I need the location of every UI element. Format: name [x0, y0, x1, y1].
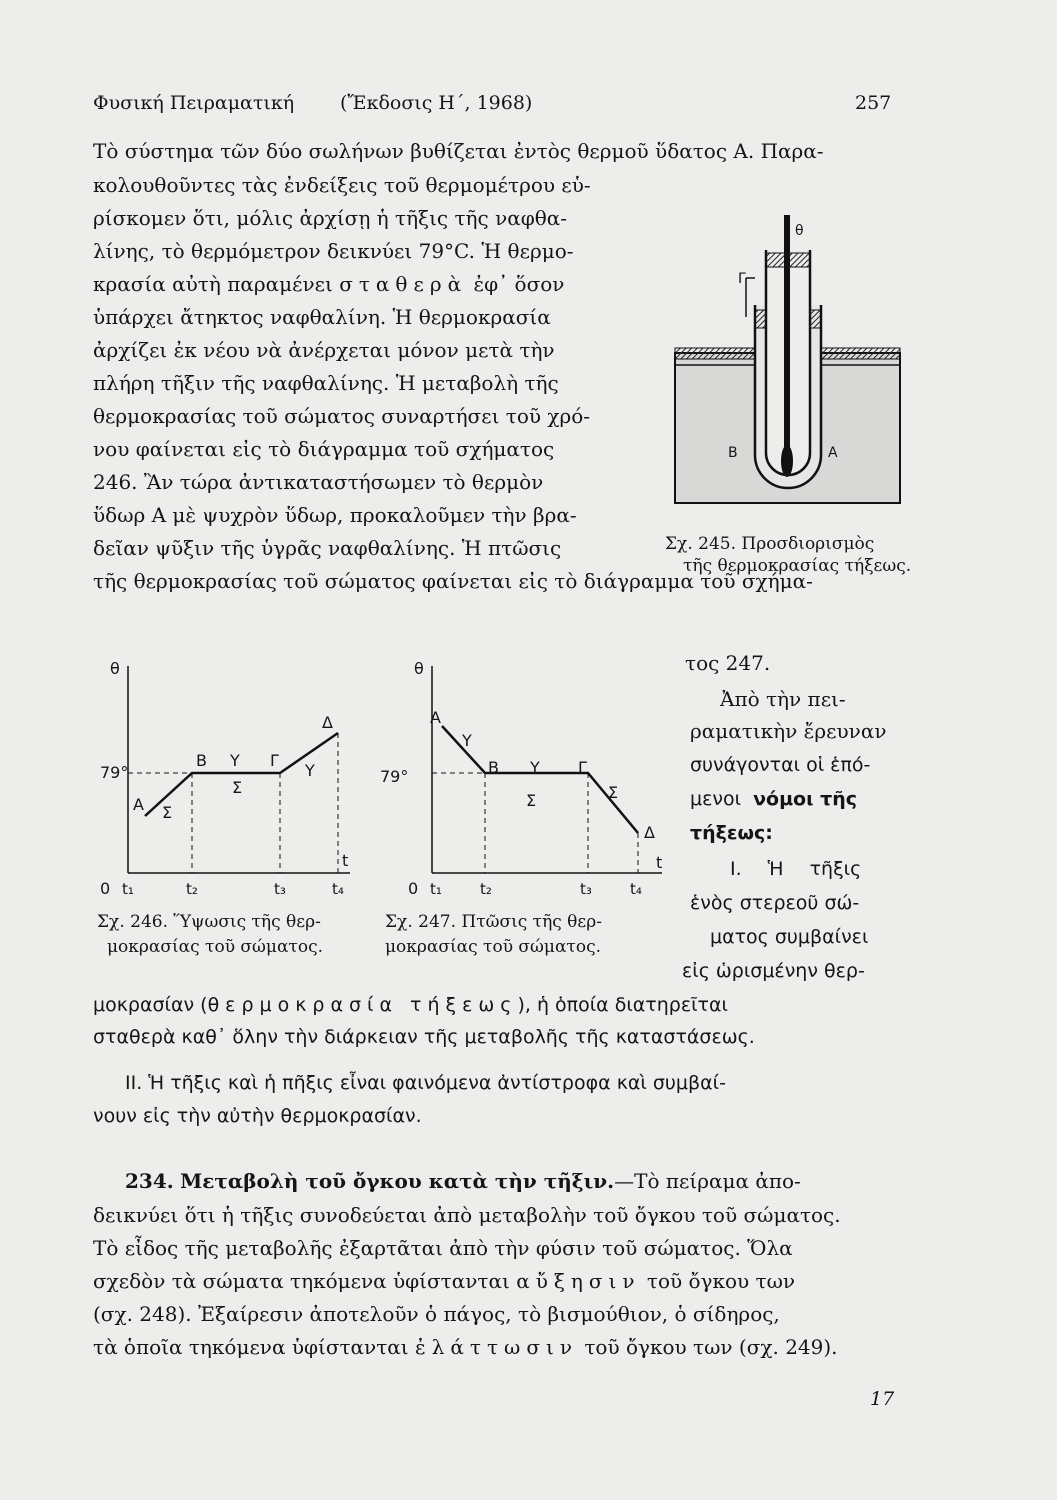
tick-t4: t₄	[332, 880, 344, 898]
text-span: —Τὸ πείραμα ἀπο-	[614, 1169, 801, 1193]
text-line: συνάγονται οἱ ἑπό-	[690, 754, 871, 776]
text-line	[93, 271, 564, 297]
tick-t3: t₃	[274, 880, 286, 898]
bold-term: τήξεως:	[690, 822, 773, 844]
text-span: μενοι	[690, 788, 742, 810]
text-line: κολουθοῦντες τὰς ἐνδείξεις τοῦ θερμομέτρου εὑ-	[93, 173, 591, 197]
label-a: Α	[828, 445, 838, 461]
figure-247-caption-1: Σχ. 247. Πτῶσις τῆς θερ-	[385, 912, 602, 932]
page-number: 257	[855, 92, 892, 114]
text-line: τος 247.	[685, 651, 771, 675]
label-a: Α	[430, 708, 441, 727]
text-line: I. Ἡ τῆξις	[730, 858, 862, 880]
emphasis-spaced: θερμοκρασία τήξεως	[207, 994, 518, 1016]
section-number: 234.	[125, 1169, 174, 1193]
axis-label-t: t	[342, 851, 349, 870]
text-line: ἀρχίζει ἐκ νέου νὰ ἀνέρχεται μόνον μετὰ τὴν	[93, 338, 555, 362]
text-line: ὑπάρχει ἄτηκτος ναφθαλίνη. Ἡ θερμοκρασία	[93, 305, 551, 329]
text-line: νουν εἰς τὴν αὐτὴν θερμοκρασίαν.	[93, 1105, 422, 1127]
figure-245-apparatus	[670, 205, 910, 525]
tick-t4: t₄	[630, 880, 642, 898]
text-line	[93, 992, 728, 1018]
label-b: Β	[728, 445, 738, 461]
axis-label-theta: θ	[110, 659, 120, 678]
figure-246-caption-1: Σχ. 246. Ὕψωσις τῆς θερ-	[97, 912, 321, 932]
text-line: λίνης, τὸ θερμόμετρον δεικνύει 79°C. Ἡ θερμο-	[93, 239, 574, 263]
text-line: ραματικὴν ἔρευναν	[690, 719, 887, 743]
label-gamma: Γ	[738, 271, 746, 287]
figure-245-caption-2: τῆς θερμοκρασίας τήξεως.	[683, 556, 912, 576]
label-s2: Σ	[232, 778, 243, 797]
label-y2: Υ	[305, 761, 315, 780]
text-span: τὰ ὁποῖα τηκόμενα ὑφίστανται	[93, 1335, 409, 1359]
text-line: εἰς ὡρισμένην θερ-	[682, 960, 865, 982]
text-line	[690, 786, 857, 812]
figure-246-caption-2: μοκρασίας τοῦ σώματος.	[107, 937, 323, 957]
text-line: δεῖαν ψῦξιν τῆς ὑγρᾶς ναφθαλίνης. Ἡ πτῶσις	[93, 536, 562, 560]
text-span: μοκρασίαν (	[93, 994, 208, 1016]
text-line: Ἀπὸ τὴν πει-	[720, 687, 846, 711]
label-b: Β	[196, 751, 207, 770]
bold-term: νόμοι τῆς	[753, 788, 858, 810]
label-g: Γ	[270, 751, 279, 770]
text-span: ἐφ᾽ ὅσον	[473, 272, 565, 296]
text-line: σταθερὰ καθ᾽ ὅλην τὴν διάρκειαν τῆς μεταβολῆς τῆς καταστάσεως.	[93, 1026, 755, 1048]
text-line: δεικνύει ὅτι ἡ τῆξις συνοδεύεται ἀπὸ μεταβολὴν τοῦ ὄγκου τοῦ σώματος.	[93, 1203, 841, 1227]
emphasis-spaced: σταθερὰ	[339, 272, 468, 296]
emphasis-spaced: ἐλάττωσιν	[414, 1335, 578, 1359]
section-heading: Μεταβολὴ τοῦ ὄγκου κατὰ τὴν τῆξιν.	[180, 1169, 615, 1193]
tick-t2: t₂	[480, 880, 492, 898]
tick-t3: t₃	[580, 880, 592, 898]
text-line: τῆς θερμοκρασίας τοῦ σώματος φαίνεται εἰς τὸ διάγραμμα τοῦ σχήμα-	[93, 569, 813, 593]
label-s2: Σ	[608, 783, 619, 802]
signature-mark: 17	[870, 1388, 895, 1410]
text-line: Τὸ εἶδος τῆς μεταβολῆς ἐξαρτᾶται ἀπὸ τὴν φύσιν τοῦ σώματος. Ὅλα	[93, 1236, 793, 1260]
tick-79: 79°	[380, 767, 409, 786]
label-theta: θ	[795, 223, 804, 239]
tick-zero: 0	[408, 879, 419, 898]
tick-t2: t₂	[186, 880, 198, 898]
figure-245-caption-1: Σχ. 245. Προσδιορισμὸς	[665, 534, 875, 554]
label-d: Δ	[322, 713, 333, 732]
tick-zero: 0	[100, 879, 111, 898]
label-g: Γ	[578, 758, 587, 777]
tick-t1: t₁	[430, 880, 442, 898]
text-span: ), ἡ ὁποία διατηρεῖται	[517, 994, 728, 1016]
text-line: Τὸ σύστημα τῶν δύο σωλήνων βυθίζεται ἐντὸς θερμοῦ ὕδατος Α. Παρα-	[93, 139, 824, 163]
text-line	[125, 1168, 801, 1194]
label-s1: Σ	[162, 803, 173, 822]
text-span: σχεδὸν τὰ σώματα τηκόμενα ὑφίστανται	[93, 1269, 510, 1293]
text-line	[93, 1268, 795, 1294]
text-line: 246. Ἂν τώρα ἀντικαταστήσωμεν τὸ θερμὸν	[93, 470, 544, 494]
label-y1: Υ	[230, 751, 240, 770]
thermometer	[784, 215, 790, 455]
text-line: (σχ. 248). Ἐξαίρεσιν ἀποτελοῦν ὁ πάγος, τὸ βισμούθιον, ὁ σίδηρος,	[93, 1302, 780, 1326]
text-line	[93, 1334, 838, 1360]
text-span: τοῦ ὄγκου των (σχ. 249).	[584, 1335, 838, 1359]
text-span: κρασία αὐτὴ παραμένει	[93, 272, 333, 296]
label-b: Β	[488, 758, 499, 777]
label-d: Δ	[644, 823, 655, 842]
running-header-title: Φυσική Πειραματική	[93, 92, 295, 114]
figure-246-heating-diagram	[100, 648, 370, 904]
text-line: ἑνὸς στερεοῦ σώ-	[690, 892, 860, 914]
text-line: νου φαίνεται εἰς τὸ διάγραμμα τοῦ σχήματος	[93, 437, 555, 461]
text-line: II. Ἡ τῆξις καὶ ἡ πῆξις εἶναι φαινόμενα ἀντίστροφα καὶ συμβαί-	[125, 1072, 726, 1094]
text-line: ρίσκομεν ὅτι, μόλις ἀρχίσῃ ἡ τῆξις τῆς ναφθα-	[93, 206, 568, 230]
figure-247-cooling-diagram	[380, 648, 680, 904]
axis-label-t: t	[656, 853, 663, 872]
text-line: ὕδωρ Α μὲ ψυχρὸν ὕδωρ, προκαλοῦμεν τὴν βρα-	[93, 503, 577, 527]
text-line: θερμοκρασίας τοῦ σώματος συναρτήσει τοῦ χρό-	[93, 404, 591, 428]
label-a: Α	[133, 795, 144, 814]
emphasis-spaced: αὔξησιν	[516, 1269, 641, 1293]
axis-label-theta: θ	[414, 659, 424, 678]
text-span: τοῦ ὄγκου των	[646, 1269, 796, 1293]
text-line: ματος συμβαίνει	[710, 926, 869, 948]
label-s1: Σ	[526, 791, 537, 810]
label-y1: Υ	[462, 731, 472, 750]
tick-79: 79°	[100, 763, 129, 782]
tick-t1: t₁	[122, 880, 134, 898]
text-line: πλήρη τῆξιν τῆς ναφθαλίνης. Ἡ μεταβολὴ τῆς	[93, 371, 559, 395]
label-y2: Υ	[530, 758, 540, 777]
running-header-edition: (Ἔκδοσις Η΄, 1968)	[340, 92, 533, 114]
figure-247-caption-2: μοκρασίας τοῦ σώματος.	[385, 937, 601, 957]
